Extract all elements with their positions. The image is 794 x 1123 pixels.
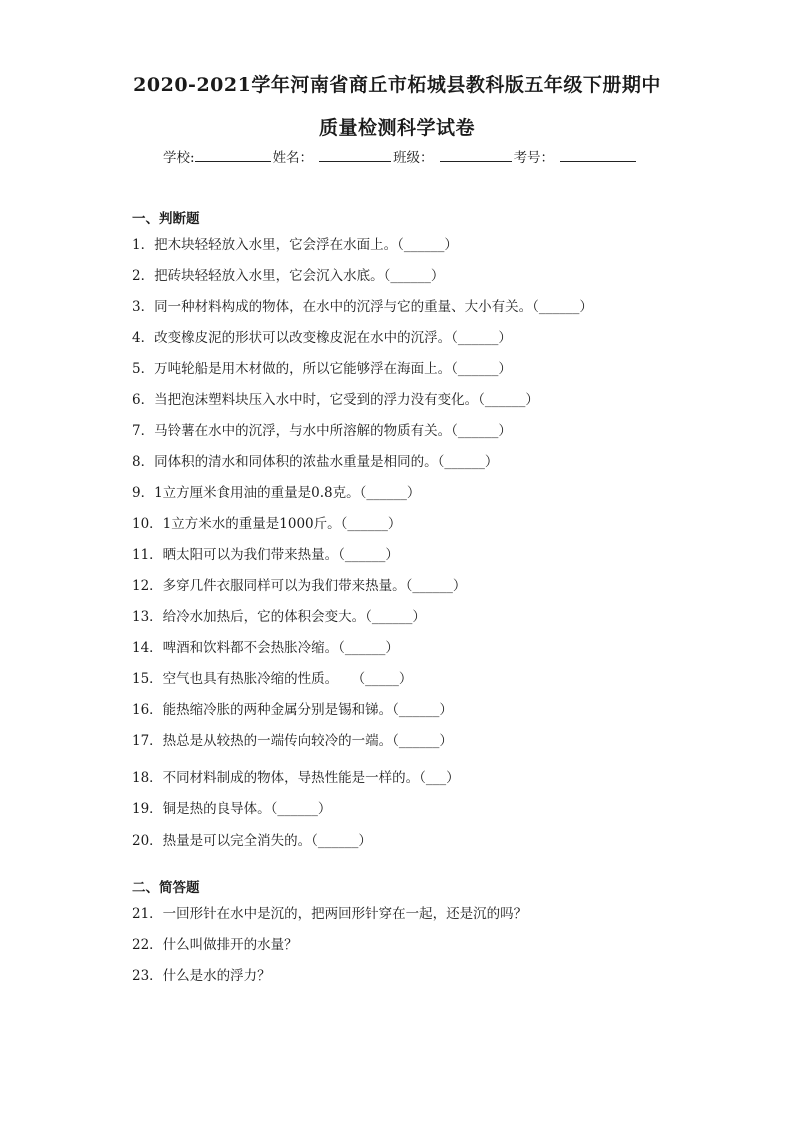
name-label: 姓名： (272, 150, 314, 166)
question-item: 12．多穿几件衣服同样可以为我们带来热量。（______） (132, 578, 467, 594)
question-item: 21．一回形针在水中是沉的，把两回形针穿在一起，还是沉的吗？ (132, 906, 528, 922)
question-item: 10．1立方米水的重量是1000斤。（______） (132, 516, 402, 532)
student-info-row (163, 146, 638, 166)
question-item: 8．同体积的清水和同体积的浓盐水重量是相同的。（______） (132, 454, 499, 470)
number-label: 考号： (513, 150, 555, 166)
question-item: 1．把木块轻轻放入水里，它会浮在水面上。（______） (132, 237, 458, 253)
question-item: 15．空气也具有热胀冷缩的性质。 （_____） (132, 671, 413, 687)
class-blank[interactable] (440, 149, 512, 162)
question-item: 17．热总是从较热的一端传向较冷的一端。（______） (132, 733, 453, 749)
class-label: 班级： (393, 150, 434, 166)
question-item: 2．把砖块轻轻放入水里，它会沉入水底。（______） (132, 268, 445, 284)
question-item: 18．不同材料制成的物体，导热性能是一样的。（___） (132, 770, 460, 786)
question-item: 6．当把泡沫塑料块压入水中时，它受到的浮力没有变化。（______） (132, 392, 539, 408)
school-label: 学校: (163, 150, 195, 166)
number-blank[interactable] (560, 149, 636, 162)
question-item: 3．同一种材料构成的物体，在水中的沉浮与它的重量、大小有关。（______） (132, 299, 593, 315)
question-item: 4．改变橡皮泥的形状可以改变橡皮泥在水中的沉浮。（______） (132, 330, 512, 346)
school-blank[interactable] (195, 149, 271, 162)
name-blank[interactable] (319, 149, 391, 162)
question-item: 9．1立方厘米食用油的重量是0.8克。（______） (132, 485, 421, 501)
question-item: 7．马铃薯在水中的沉浮，与水中所溶解的物质有关。（______） (132, 423, 512, 439)
question-item: 22．什么叫做排开的水量？ (132, 937, 298, 953)
exam-title-line-1: 2020-2021学年河南省商丘市柘城县教科版五年级下册期中 (133, 74, 661, 96)
question-item: 19．铜是热的良导体。（______） (132, 801, 332, 817)
exam-title-line-2: 质量检测科学试卷 (318, 117, 475, 139)
question-item: 20．热量是可以完全消失的。（______） (132, 833, 372, 849)
question-item: 5．万吨轮船是用木材做的，所以它能够浮在海面上。（______） (132, 361, 512, 377)
section-heading-true-false: 一、判断题 (132, 211, 200, 227)
question-item: 11．晒太阳可以为我们带来热量。（______） (132, 547, 399, 563)
question-item: 16．能热缩冷胀的两种金属分别是锡和锑。（______） (132, 702, 453, 718)
section-heading-short-answer: 二、简答题 (132, 880, 200, 896)
question-item: 13．给冷水加热后，它的体积会变大。（______） (132, 609, 426, 625)
question-item: 14．啤酒和饮料都不会热胀冷缩。（______） (132, 640, 399, 656)
question-item: 23．什么是水的浮力？ (132, 968, 271, 984)
